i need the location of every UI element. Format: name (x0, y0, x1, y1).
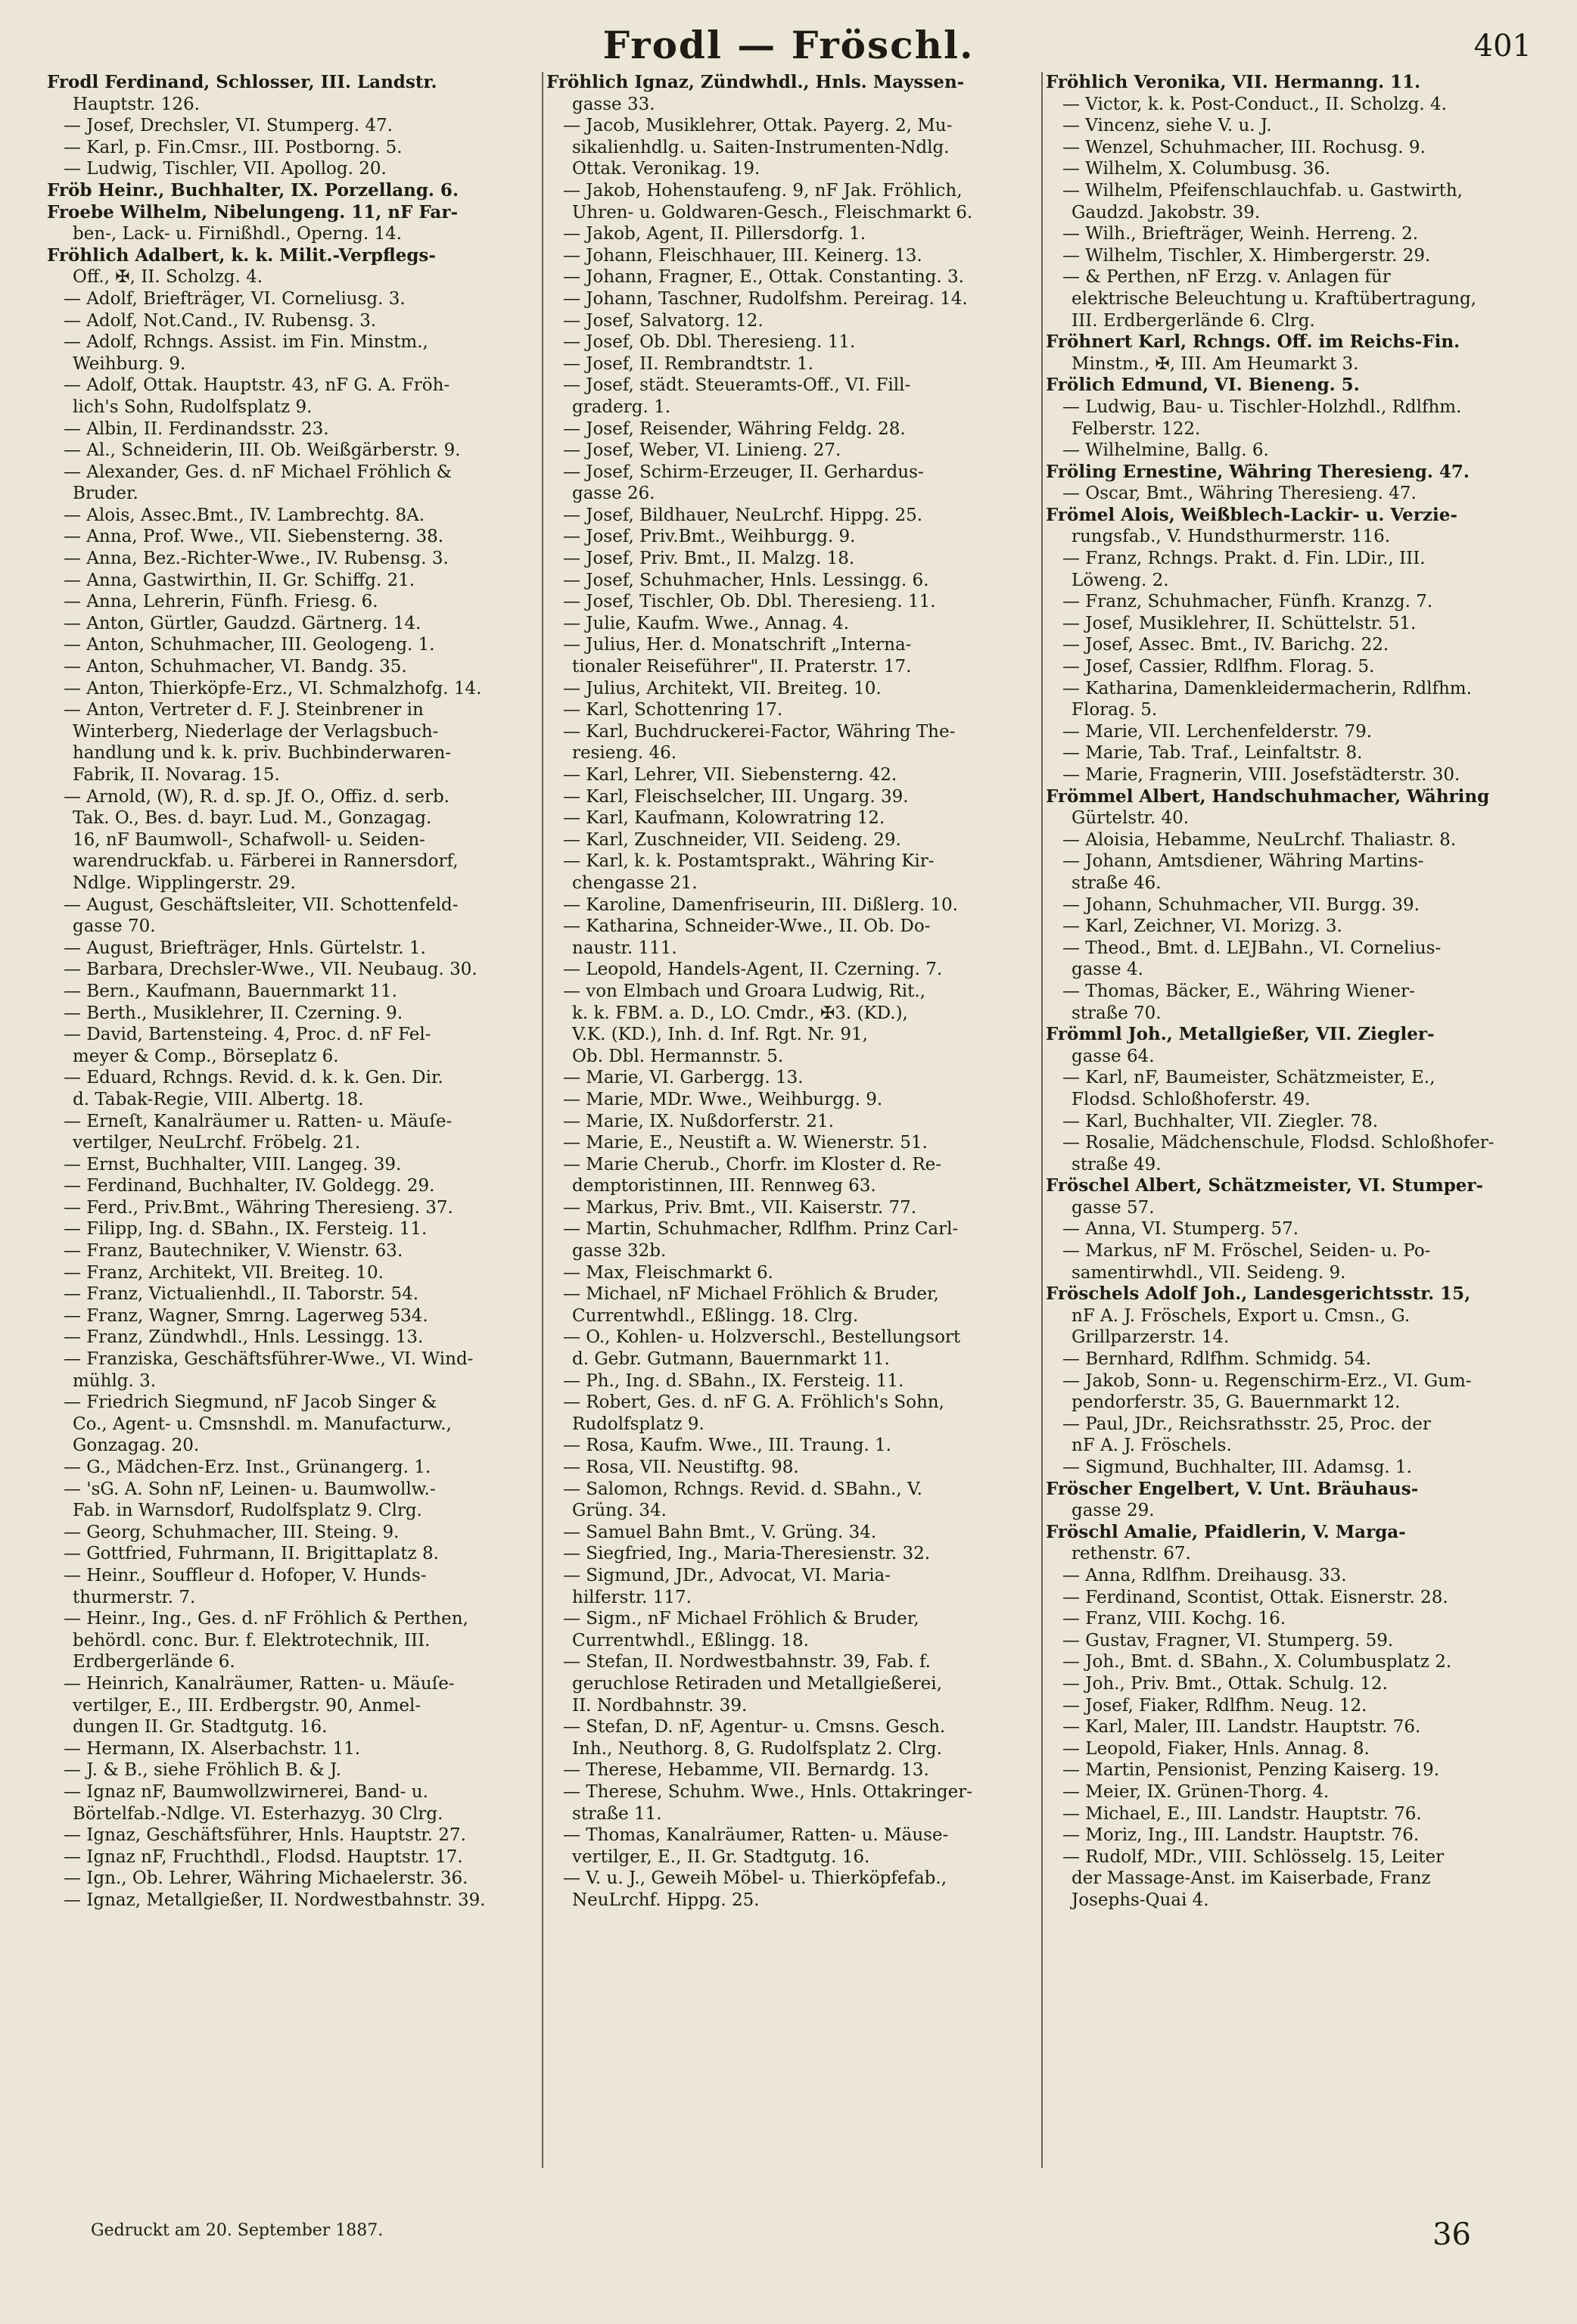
directory-entry: — Stefan, D. nF, Agentur- u. Cmsns. Gesch. (563, 1717, 946, 1738)
directory-entry: Ndlge. Wipplingerstr. 29. (73, 873, 296, 893)
directory-entry: — Anna, VI. Stumperg. 57. (1062, 1219, 1299, 1240)
directory-entry: — Adolf, Ottak. Hauptstr. 43, nF G. A. Fröh- (64, 375, 450, 396)
directory-entry: Grillparzerstr. 14. (1072, 1327, 1230, 1348)
directory-entry: — Karl, Maler, III. Landstr. Hauptstr. 76. (1062, 1717, 1421, 1738)
directory-entry: — Erneſt, Kanalräumer u. Ratten- u. Mäuſe- (64, 1111, 453, 1131)
directory-entry: — Josef, Reisender, Währing Feldg. 28. (563, 418, 906, 439)
directory-entry: Hauptstr. 126. (73, 94, 200, 114)
directory-entry: — Anna, Rdlfhm. Dreihausg. 33. (1062, 1565, 1347, 1585)
directory-entry: — Josef, II. Rembrandtstr. 1. (563, 353, 813, 374)
directory-entry: — Josef, Salvatorg. 12. (563, 310, 764, 331)
directory-entry: — Franz, Bautechniker, V. Wienstr. 63. (64, 1241, 403, 1262)
directory-entry: geruchlose Retiraden und Metallgießerei, (572, 1673, 942, 1694)
directory-entry: — Marie, VI. Garbergg. 13. (563, 1068, 804, 1088)
directory-entry: — Ferdinand, Scontist, Ottak. Eisnerstr. 28. (1062, 1587, 1448, 1607)
directory-entry: — David, Bartensteing. 4, Proc. d. nF Fel- (64, 1025, 431, 1045)
directory-entry: vertilger, E., II. Gr. Stadtgutg. 16. (572, 1846, 870, 1867)
directory-entry: — Eduard, Rchngs. Revid. d. k. k. Gen. Dir. (64, 1068, 443, 1088)
directory-entry: — Gustav, Fragner, VI. Stumperg. 59. (1062, 1630, 1394, 1650)
directory-entry: Fröschel Albert, Schätzmeister, VI. Stumper- (1046, 1175, 1484, 1196)
page-title: Frodl — Fröschl. (602, 23, 975, 67)
directory-entry: — Adolf, Not.Cand., IV. Rubensg. 3. (64, 310, 377, 331)
directory-entry: — Franz, Architekt, VII. Breiteg. 10. (64, 1262, 384, 1283)
directory-entry: Co., Agent- u. Cmsnshdl. m. Manufacturw., (73, 1414, 452, 1434)
directory-entry: nF A. J. Fröschels. (1072, 1436, 1232, 1456)
directory-entry: gasse 64. (1072, 1046, 1155, 1066)
directory-entry: tionaler Reiseführer", II. Praterstr. 17. (572, 657, 912, 677)
directory-entry: — Oscar, Bmt., Währing Theresieng. 47. (1062, 484, 1417, 504)
directory-entry: — Anton, Gürtler, Gaudzd. Gärtnerg. 14. (64, 613, 421, 633)
directory-entry: — Ph., Ing. d. SBahn., IX. Fersteig. 11. (563, 1370, 904, 1391)
directory-entry: V.K. (KD.), Inh. d. Inf. Rgt. Nr. 91, (572, 1025, 868, 1045)
directory-entry: II. Nordbahnstr. 39. (572, 1695, 748, 1716)
directory-entry: — Heinr., Souffleur d. Hofoper, V. Hunds- (64, 1565, 427, 1585)
directory-entry: — Al., Schneiderin, III. Ob. Weißgärberstr. 9. (64, 440, 461, 461)
column-divider (542, 72, 543, 2168)
directory-entry: — Sigm., nF Michael Fröhlich & Bruder, (563, 1609, 919, 1629)
directory-entry: — Albin, II. Ferdinandsstr. 23. (64, 418, 329, 439)
directory-entry: — Heinrich, Kanalräumer, Ratten- u. Mäuſe- (64, 1673, 455, 1694)
directory-entry: — Rudolf, MDr., VIII. Schlösselg. 15, Leiter (1062, 1846, 1445, 1867)
directory-entry: Florag. 5. (1072, 700, 1158, 720)
directory-entry: — Karl, Zeichner, VI. Morizg. 3. (1062, 916, 1342, 937)
directory-entry: — Anton, Vertreter d. F. J. Steinbrener in (64, 700, 424, 720)
directory-entry: — Ferd., Priv.Bmt., Währing Theresieng. 37. (64, 1197, 453, 1218)
directory-entry: Frölich Edmund, VI. Bieneng. 5. (1046, 375, 1360, 396)
directory-entry: gasse 4. (1072, 960, 1143, 980)
directory-entry: — Josef, städt. Steueramts-Off., VI. Fill- (563, 375, 911, 396)
directory-entry: — Julius, Her. d. Monatschrift „Interna- (563, 635, 912, 655)
directory-entry: — Josef, Ob. Dbl. Theresieng. 11. (563, 332, 856, 353)
directory-entry: — Robert, Ges. d. nF G. A. Fröhlich's Sohn, (563, 1392, 944, 1413)
directory-entry: Fröb Heinr., Buchhalter, IX. Porzellang. 6. (47, 179, 459, 201)
directory-entry: — Karl, Buchhalter, VII. Ziegler. 78. (1062, 1111, 1379, 1131)
directory-entry: gasse 32b. (572, 1241, 667, 1262)
directory-entry: gasse 33. (572, 94, 655, 114)
directory-entry: — Franziska, Geschäftsführer-Wwe., VI. Wind- (64, 1349, 474, 1370)
directory-entry: — Adolf, Briefträger, VI. Corneliusg. 3. (64, 288, 406, 309)
directory-entry: — Thomas, Bäcker, E., Währing Wiener- (1062, 981, 1415, 1001)
directory-entry: pendorferstr. 35, G. Bauernmarkt 12. (1072, 1392, 1401, 1413)
directory-entry: — Leopold, Fiaker, Hnls. Annag. 8. (1062, 1738, 1370, 1759)
directory-entry: Fröhlich Veronika, VII. Hermanng. 11. (1046, 72, 1421, 92)
directory-entry: — Ernst, Buchhalter, VIII. Langeg. 39. (64, 1154, 402, 1174)
column-2 (546, 72, 1038, 2244)
directory-entry: Börtelfab.-Ndlge. VI. Esterhazyg. 30 Clrg. (73, 1803, 443, 1824)
directory-entry: Off., ✠, II. Scholzg. 4. (73, 267, 263, 288)
directory-entry: — Wilhelm, Pfeifenschlauchfab. u. Gastwirth, (1062, 180, 1463, 201)
directory-entry: Fröhlich Ignaz, Zündwhdl., Hnls. Mayssen- (546, 72, 965, 92)
directory-entry: — Rosa, VII. Neustiftg. 98. (563, 1458, 799, 1477)
directory-entry: — Heinr., Ing., Ges. d. nF Fröhlich & Perthen, (64, 1609, 468, 1629)
directory-entry: ben-, Lack- u. Firnißhdl., Operng. 14. (73, 224, 403, 244)
directory-entry: vertilger, NeuLrchf. Fröbelg. 21. (73, 1133, 361, 1153)
directory-entry: — & Perthen, nF Erzg. v. Anlagen für (1062, 267, 1391, 288)
directory-entry: straße 11. (572, 1803, 662, 1824)
directory-entry: behördl. conc. Bur. f. Elektrotechnik, III. (73, 1630, 431, 1650)
directory-entry: straße 70. (1072, 1003, 1162, 1023)
directory-entry: — Bernhard, Rdlfhm. Schmidg. 54. (1062, 1349, 1371, 1370)
directory-entry: Löweng. 2. (1072, 570, 1169, 590)
directory-entry: — Franz, VIII. Kochg. 16. (1062, 1609, 1286, 1629)
directory-entry: — Franz, Zündwhdl., Hnls. Lessingg. 13. (64, 1327, 424, 1348)
directory-entry: — Siegfried, Ing., Maria-Theresienstr. 32. (563, 1544, 931, 1564)
directory-entry: — Rosa, Kaufm. Wwe., III. Traung. 1. (563, 1436, 891, 1456)
directory-entry: d. Gebr. Gutmann, Bauernmarkt 11. (572, 1349, 890, 1370)
directory-entry: Fröhnert Karl, Rchngs. Off. im Reichs-Fin. (1046, 331, 1460, 353)
directory-entry: — Rosalie, Mädchenschule, Flodsd. Schloßhofer- (1062, 1133, 1495, 1153)
directory-entry: — Markus, nF M. Fröschel, Seiden- u. Po- (1062, 1241, 1431, 1262)
directory-entry: — Karl, Buchdruckerei-Factor, Währing The- (563, 721, 956, 742)
directory-entry: — Josef, Assec. Bmt., IV. Barichg. 22. (1062, 635, 1389, 655)
directory-entry: mühlg. 3. (73, 1370, 157, 1391)
directory-entry: naustr. 111. (572, 938, 677, 958)
page-number: 401 (1473, 29, 1532, 64)
directory-entry: — Karoline, Damenfriseurin, III. Dißlerg. 10. (563, 894, 958, 915)
directory-entry: Uhren- u. Goldwaren-Gesch., Fleischmarkt 6. (572, 202, 973, 222)
directory-entry: gasse 26. (572, 484, 655, 504)
directory-entry: — Anton, Thierköpfe-Erz., VI. Schmalzhofg. 14. (64, 678, 482, 698)
directory-entry: — Friedrich Siegmund, nF Jacob Singer & (64, 1392, 437, 1413)
directory-entry: Ottak. Veronikag. 19. (572, 159, 761, 179)
directory-entry: — Stefan, II. Nordwestbahnstr. 39, Fab. f. (563, 1652, 931, 1672)
directory-entry: — Martin, Schuhmacher, Rdlfhm. Prinz Carl- (563, 1219, 959, 1240)
directory-entry: — Salomon, Rchngs. Revid. d. SBahn., V. (563, 1479, 922, 1499)
directory-entry: — G., Mädchen-Erz. Inst., Grünangerg. 1. (64, 1458, 431, 1477)
directory-entry: lich's Sohn, Rudolfsplatz 9. (73, 397, 313, 417)
directory-entry: — Johann, Amtsdiener, Währing Martins- (1062, 851, 1424, 872)
directory-entry: — Markus, Priv. Bmt., VII. Kaiserstr. 77. (563, 1197, 917, 1218)
directory-entry: thurmerstr. 7. (73, 1587, 196, 1607)
directory-entry: — Johann, Fleischhauer, III. Keinerg. 13. (563, 245, 922, 266)
directory-entry: — Moriz, Ing., III. Landstr. Hauptstr. 76. (1062, 1825, 1420, 1846)
directory-entry: Inh., Neuthorg. 8, G. Rudolfsplatz 2. Clrg. (572, 1738, 942, 1759)
directory-entry: — Jakob, Agent, II. Pillersdorfg. 1. (563, 224, 866, 244)
directory-entry: Fröschl Amalie, Pfaidlerin, V. Marga- (1046, 1521, 1406, 1542)
directory-entry: — Sigmund, JDr., Advocat, VI. Maria- (563, 1565, 891, 1585)
directory-entry: — Josef, Priv.Bmt., Weihburgg. 9. (563, 527, 856, 547)
directory-entry: gasse 57. (1072, 1197, 1155, 1218)
directory-entry: warendruckfab. u. Färberei in Rannersdorf, (73, 851, 459, 872)
directory-entry: — Ludwig, Bau- u. Tischler-Holzhdl., Rdlfhm. (1062, 397, 1462, 417)
directory-entry: — Karl, Zuschneider, VII. Seideng. 29. (563, 829, 901, 850)
directory-entry: Currentwhdl., Eßlingg. 18. Clrg. (572, 1305, 859, 1326)
directory-entry: Erdbergerlände 6. (73, 1652, 235, 1672)
directory-entry: — Anna, Bez.-Richter-Wwe., IV. Rubensg. 3. (64, 549, 449, 569)
directory-entry: — August, Briefträger, Hnls. Gürtelstr. 1. (64, 938, 426, 958)
directory-entry: Frömml Joh., Metallgießer, VII. Ziegler- (1046, 1024, 1435, 1045)
column-divider (1041, 72, 1043, 2168)
page-header (0, 23, 1577, 68)
directory-entry: — Alexander, Ges. d. nF Michael Fröhlich & (64, 462, 453, 482)
directory-entry: — Wilhelmine, Ballg. 6. (1062, 440, 1269, 461)
directory-entry: — Wilhelm, X. Columbusg. 36. (1062, 159, 1331, 179)
directory-entry: straße 46. (1072, 873, 1162, 893)
directory-entry: — Ferdinand, Buchhalter, IV. Goldegg. 29. (64, 1176, 435, 1196)
directory-entry: — Ludwig, Tischler, VII. Apollog. 20. (64, 159, 387, 179)
directory-entry: straße 49. (1072, 1154, 1162, 1174)
directory-entry: — Josef, Schuhmacher, Hnls. Lessingg. 6. (563, 570, 929, 590)
directory-entry: — J. & B., siehe Fröhlich B. & J. (64, 1760, 341, 1781)
directory-entry: der Massage-Anst. im Kaiserbade, Franz (1072, 1868, 1431, 1889)
column-3 (1046, 72, 1538, 2244)
directory-entry: 16, nF Baumwoll-, Schafwoll- u. Seiden- (73, 829, 425, 850)
directory-entry: — Ign., Ob. Lehrer, Währing Michaelerstr. 36. (64, 1868, 468, 1889)
directory-entry: — Sigmund, Buchhalter, III. Adamsg. 1. (1062, 1458, 1412, 1477)
directory-entry: — Josef, Fiaker, Rdlfhm. Neug. 12. (1062, 1695, 1367, 1716)
directory-entry: demptoristinnen, III. Rennweg 63. (572, 1176, 876, 1196)
directory-entry: — Franz, Wagner, Smrng. Lagerweg 534. (64, 1305, 428, 1326)
directory-entry: — Gottfried, Fuhrmann, II. Brigittaplatz 8. (64, 1544, 439, 1564)
directory-entry: Felberstr. 122. (1072, 418, 1201, 439)
directory-entry: Frömmel Albert, Handschuhmacher, Währing (1046, 786, 1490, 807)
directory-entry: chengasse 21. (572, 873, 698, 893)
directory-entry: dungen II. Gr. Stadtgutg. 16. (73, 1717, 328, 1738)
directory-entry: — Thomas, Kanalräumer, Ratten- u. Mäuse- (563, 1825, 949, 1846)
directory-entry: — Karl, Kaufmann, Kolowratring 12. (563, 808, 885, 829)
directory-entry: — Adolf, Rchngs. Assist. im Fin. Minstm., (64, 332, 428, 353)
directory-entry: — Max, Fleischmarkt 6. (563, 1262, 773, 1283)
directory-entry: — Karl, p. Fin.Cmsr., III. Postborng. 5. (64, 137, 403, 157)
directory-entry: — Paul, JDr., Reichsrathsstr. 25, Proc. der (1062, 1414, 1431, 1434)
directory-entry: Ob. Dbl. Hermannstr. 5. (572, 1046, 784, 1066)
directory-entry: — Marie, IX. Nußdorferstr. 21. (563, 1111, 834, 1131)
directory-entry: Gürtelstr. 40. (1072, 808, 1190, 829)
directory-entry: Fröling Ernestine, Währing Theresieng. 47. (1046, 461, 1470, 482)
directory-entry: — Josef, Bildhauer, NeuLrchf. Hippg. 25. (563, 505, 923, 525)
directory-entry: — Karl, Schottenring 17. (563, 700, 783, 720)
directory-entry: — Josef, Tischler, Ob. Dbl. Theresieng. 11. (563, 592, 936, 612)
signature-number: 36 (1432, 2217, 1471, 2252)
directory-entry: elektrische Beleuchtung u. Kraftübertragung, (1072, 288, 1476, 309)
directory-entry: hilferstr. 117. (572, 1587, 692, 1607)
directory-entry: gasse 70. (73, 916, 156, 937)
directory-entry: — Marie, E., Neustift a. W. Wienerstr. 51. (563, 1133, 928, 1153)
directory-entry: — V. u. J., Geweih Möbel- u. Thierköpfefab., (563, 1868, 947, 1889)
directory-entry: — Joh., Bmt. d. SBahn., X. Columbusplatz 2. (1062, 1652, 1452, 1672)
directory-entry: rungsfab., V. Hundsthurmerstr. 116. (1072, 527, 1391, 547)
directory-entry: — Victor, k. k. Post-Conduct., II. Scholzg. 4. (1062, 94, 1447, 114)
directory-entry: — Marie Cherub., Chorfr. im Kloster d. Re- (563, 1154, 942, 1174)
directory-entry: — Johann, Fragner, E., Ottak. Constanting. 3. (563, 267, 964, 288)
directory-entry: — Vincenz, siehe V. u. J. (1062, 116, 1272, 136)
directory-entry: — Michael, nF Michael Fröhlich & Bruder, (563, 1284, 939, 1305)
directory-entry: k. k. FBM. a. D., LO. Cmdr., ✠3. (KD.), (572, 1003, 908, 1023)
directory-entry: — August, Geschäftsleiter, VII. Schottenfeld- (64, 894, 459, 915)
directory-entry: — Marie, MDr. Wwe., Weihburgg. 9. (563, 1089, 883, 1109)
directory-entry: Frömel Alois, Weißblech-Lackir- u. Verzie- (1046, 504, 1457, 525)
directory-entry: vertilger, E., III. Erdbergstr. 90, Anmel- (73, 1695, 421, 1716)
directory-entry: — Wilhelm, Tischler, X. Himbergerstr. 29. (1062, 245, 1431, 266)
directory-entry: — Anton, Schuhmacher, VI. Bandg. 35. (64, 657, 407, 677)
directory-entry: gasse 29. (1072, 1501, 1155, 1521)
directory-entry: graderg. 1. (572, 397, 671, 417)
directory-entry: Flodsd. Schloßhoferstr. 49. (1072, 1089, 1311, 1109)
directory-entry: — Alois, Assec.Bmt., IV. Lambrechtg. 8A. (64, 505, 425, 525)
directory-entry: — Johann, Taschner, Rudolfshm. Pereirag. 14. (563, 288, 968, 309)
directory-entry: Fabrik, II. Novarag. 15. (73, 765, 280, 785)
directory-entry: — Ignaz nF, Fruchthdl., Flodsd. Hauptstr. 17. (64, 1846, 463, 1867)
directory-entry: — Josef, Weber, VI. Linieng. 27. (563, 440, 841, 461)
directory-entry: — Anna, Gastwirthin, II. Gr. Schiffg. 21. (64, 570, 415, 590)
directory-entry: handlung und k. k. priv. Buchbinderwaren- (73, 743, 452, 764)
directory-entry: sikalienhdlg. u. Saiten-Instrumenten-Ndlg. (572, 137, 950, 157)
directory-entry: — O., Kohlen- u. Holzverschl., Bestellungsort (563, 1327, 961, 1348)
directory-entry: Tak. O., Bes. d. bayr. Lud. M., Gonzagag. (73, 808, 432, 829)
directory-entry: Froebe Wilhelm, Nibelungeng. 11, nF Far- (47, 201, 458, 222)
directory-entry: Grüng. 34. (572, 1501, 667, 1521)
directory-entry: — Theod., Bmt. d. LEJBahn., VI. Cornelius- (1062, 938, 1442, 958)
directory-entry: — Ignaz, Geschäftsführer, Hnls. Hauptstr. 27. (64, 1825, 466, 1846)
directory-entry: — Josef, Priv. Bmt., II. Malzg. 18. (563, 549, 855, 569)
directory-entry: NeuLrchf. Hippg. 25. (572, 1890, 760, 1910)
directory-entry: — Anna, Lehrerin, Fünfh. Friesg. 6. (64, 592, 378, 612)
directory-entry: — Barbara, Drechsler-Wwe., VII. Neubaug. 30. (64, 960, 477, 980)
directory-entry: — Julie, Kaufm. Wwe., Annag. 4. (563, 613, 850, 633)
directory-entry: — von Elmbach und Groara Ludwig, Rit., (563, 981, 926, 1001)
directory-entry: Gonzagag. 20. (73, 1436, 200, 1456)
directory-entry: — Katharina, Damenkleidermacherin, Rdlfhm. (1062, 678, 1472, 698)
directory-entry: — Karl, Fleischselcher, III. Ungarg. 39. (563, 786, 909, 807)
directory-entry: nF A. J. Fröschels, Export u. Cmsn., G. (1072, 1305, 1411, 1326)
directory-entry: Rudolfsplatz 9. (572, 1414, 705, 1434)
directory-entry: III. Erdbergerlände 6. Clrg. (1072, 310, 1315, 331)
directory-entry: — Josef, Drechsler, VI. Stumperg. 47. (64, 116, 393, 136)
directory-entry: Fröhlich Adalbert, k. k. Milit.-Verpflegs- (47, 244, 436, 266)
directory-entry: Winterberg, Niederlage der Verlagsbuch- (73, 721, 439, 742)
directory-entry: — Anton, Schuhmacher, III. Geologeng. 1. (64, 635, 435, 655)
directory-entry: — Therese, Hebamme, VII. Bernardg. 13. (563, 1760, 929, 1781)
directory-entry: — Michael, E., III. Landstr. Hauptstr. 76. (1062, 1803, 1422, 1824)
directory-entry: — Arnold, (W), R. d. sp. Jf. O., Offiz. d. serb. (64, 786, 449, 807)
directory-entry: — Karl, k. k. Postamtsprakt., Währing Kir- (563, 851, 935, 872)
directory-entry: — 'sG. A. Sohn nF, Leinen- u. Baumwollw.- (64, 1479, 436, 1499)
directory-entry: — Meier, IX. Grünen-Thorg. 4. (1062, 1781, 1330, 1802)
print-date: Gedruckt am 20. September 1887. (91, 2221, 384, 2240)
directory-entry: — Marie, VII. Lerchenfelderstr. 79. (1062, 721, 1373, 742)
directory-entry: — Berth., Musiklehrer, II. Czerning. 9. (64, 1003, 403, 1023)
directory-entry: — Therese, Schuhm. Wwe., Hnls. Ottakringer- (563, 1781, 973, 1802)
directory-entry: — Ignaz, Metallgießer, II. Nordwestbahnstr. 39. (64, 1890, 486, 1910)
directory-entry: rethenstr. 67. (1072, 1544, 1191, 1564)
directory-entry: — Katharina, Schneider-Wwe., II. Ob. Do- (563, 916, 931, 937)
directory-entry: Bruder. (73, 484, 138, 504)
directory-entry: — Joh., Priv. Bmt., Ottak. Schulg. 12. (1062, 1673, 1388, 1694)
directory-entry: Minstm., ✠, III. Am Heumarkt 3. (1072, 353, 1359, 374)
directory-entry: — Franz, Rchngs. Prakt. d. Fin. LDir., III. (1062, 549, 1426, 569)
directory-entry: — Karl, nF, Baumeister, Schätzmeister, E., (1062, 1068, 1435, 1088)
directory-entry: — Wenzel, Schuhmacher, III. Rochusg. 9. (1062, 137, 1426, 157)
directory-entry: d. Tabak-Regie, VIII. Albertg. 18. (73, 1089, 364, 1109)
directory-entry: Gaudzd. Jakobstr. 39. (1072, 202, 1261, 222)
directory-entry: Weihburg. 9. (73, 353, 186, 374)
directory-entry: meyer & Comp., Börseplatz 6. (73, 1046, 339, 1066)
directory-entry: Fröschels Adolf Joh., Landesgerichtsstr. 15, (1046, 1283, 1471, 1305)
directory-entry: — Josef, Cassier, Rdlfhm. Florag. 5. (1062, 657, 1375, 677)
directory-entry: — Aloisia, Hebamme, NeuLrchf. Thaliastr. 8. (1062, 829, 1457, 850)
directory-entry: — Josef, Schirm-Erzeuger, II. Gerhardus- (563, 462, 924, 482)
directory-entry: Currentwhdl., Eßlingg. 18. (572, 1630, 809, 1650)
directory-entry: — Franz, Schuhmacher, Fünfh. Kranzg. 7. (1062, 592, 1433, 612)
directory-entry: Fab. in Warnsdorf, Rudolfsplatz 9. Clrg. (73, 1501, 422, 1521)
directory-entry: — Samuel Bahn Bmt., V. Grüng. 34. (563, 1522, 877, 1542)
directory-entry: — Jakob, Sonn- u. Regenschirm-Erz., VI. Gum- (1062, 1370, 1472, 1391)
directory-entry: — Karl, Lehrer, VII. Siebensterng. 42. (563, 765, 897, 785)
directory-entry: — Ignaz nF, Baumwollzwirnerei, Band- u. (64, 1781, 428, 1802)
directory-entry: — Wilh., Briefträger, Weinh. Herreng. 2. (1062, 224, 1419, 244)
directory-entry: — Anna, Prof. Wwe., VII. Siebensterng. 38. (64, 527, 444, 547)
directory-entry: — Hermann, IX. Alserbachstr. 11. (64, 1738, 361, 1759)
directory-entry: — Franz, Victualienhdl., II. Taborstr. 54. (64, 1284, 419, 1305)
directory-entry: samentirwhdl., VII. Seideng. 9. (1072, 1262, 1346, 1283)
directory-entry: Frodl Ferdinand, Schlosser, III. Landstr. (47, 72, 437, 92)
directory-entry: — Jakob, Hohenstaufeng. 9, nF Jak. Fröhlich, (563, 180, 963, 201)
directory-entry: resieng. 46. (572, 743, 677, 764)
directory-entry: — Leopold, Handels-Agent, II. Czerning. 7. (563, 960, 943, 980)
directory-entry: — Julius, Architekt, VII. Breiteg. 10. (563, 678, 882, 698)
directory-entry: — Bern., Kaufmann, Bauernmarkt 11. (64, 981, 397, 1001)
directory-entry: — Josef, Musiklehrer, II. Schüttelstr. 51. (1062, 613, 1417, 633)
directory-entry: — Johann, Schuhmacher, VII. Burgg. 39. (1062, 894, 1420, 915)
column-1 (47, 72, 539, 2244)
directory-entry: — Jacob, Musiklehrer, Ottak. Payerg. 2, Mu- (563, 116, 953, 136)
directory-entry: — Georg, Schuhmacher, III. Steing. 9. (64, 1522, 400, 1542)
directory-entry: — Martin, Pensionist, Penzing Kaiserg. 19. (1062, 1760, 1440, 1781)
directory-entry: — Marie, Fragnerin, VIII. Josefstädterstr. 30. (1062, 765, 1460, 785)
directory-entry: Fröscher Engelbert, V. Unt. Bräuhaus- (1046, 1478, 1419, 1499)
directory-entry: — Marie, Tab. Traf., Leinfaltstr. 8. (1062, 743, 1363, 764)
directory-entry: — Filipp, Ing. d. SBahn., IX. Fersteig. 11. (64, 1219, 428, 1240)
directory-entry: Josephs-Quai 4. (1072, 1890, 1209, 1910)
